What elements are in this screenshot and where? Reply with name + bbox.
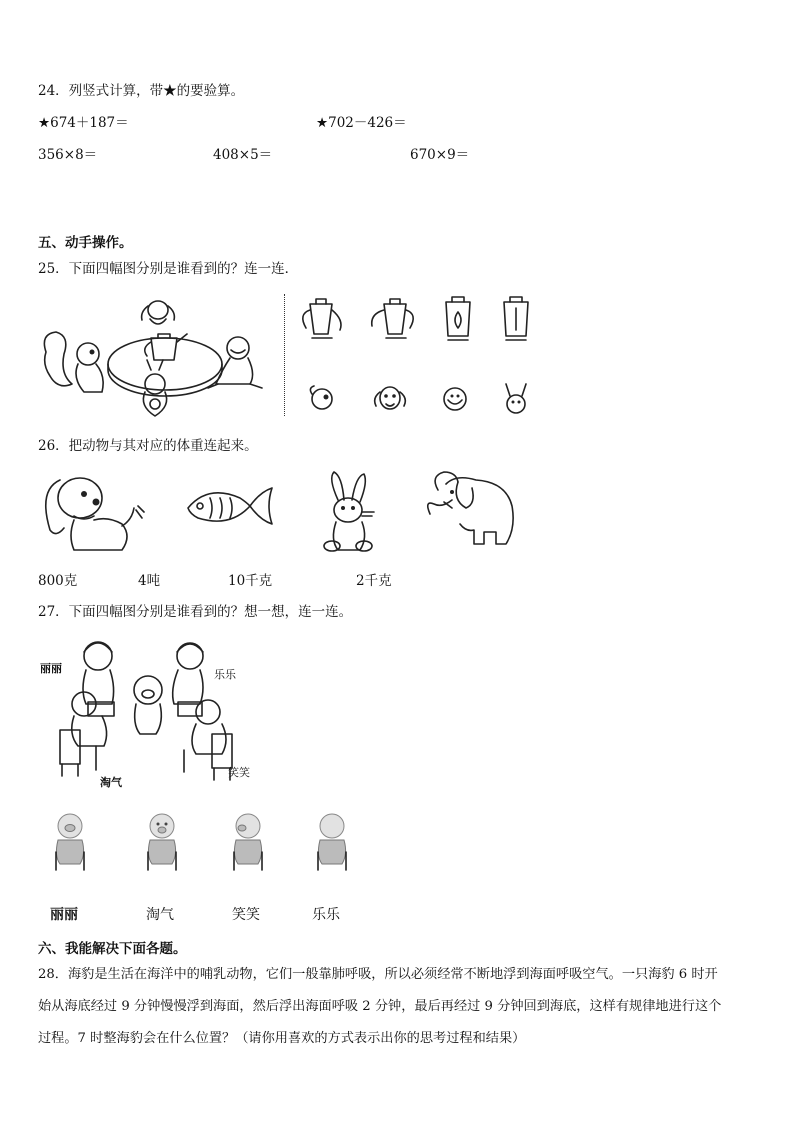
q28-line-3: 过程。7 时整海豹会在什么位置？（请你用喜欢的方式表示出你的思考过程和结果） [38, 1031, 526, 1046]
q25-squirrel-head-icon [306, 384, 336, 418]
q24-item-3: 356×8＝ [38, 147, 98, 163]
q25-dog-head-icon [372, 382, 408, 420]
q26-rabbit-figure [316, 470, 380, 560]
q26-weight-2: 4吨 [138, 573, 161, 589]
q27-scene-figure [40, 634, 260, 794]
q24-item-2: ★702－426＝ [316, 115, 407, 131]
q28-line-2: 始从海底经过 9 分钟慢慢浮到海面，然后浮出海面呼吸 2 分钟，最后再经过 9 分钟回到海底，这样有规律地进行这个 [38, 999, 722, 1014]
q25-rabbit-head-icon [500, 382, 532, 420]
q25-view-teapot-2 [366, 294, 420, 348]
q27-view-label-2: 淘气 [146, 907, 174, 923]
q24-item-5: 670×9＝ [410, 147, 470, 163]
q27-view-label-3: 笑笑 [232, 907, 260, 923]
q25-divider [284, 294, 287, 416]
q25-table-scene [38, 292, 270, 422]
q27-title: 27．下面四幅图分别是谁看到的？想一想，连一连。 [38, 604, 353, 620]
q27-scene-name-xiaoxiao: 笑笑 [228, 766, 250, 779]
q26-title: 26．把动物与其对应的体重连起来。 [38, 438, 258, 454]
q25-title: 25．下面四幅图分别是谁看到的？连一连． [38, 261, 299, 277]
q27-view-3-figure [228, 812, 268, 876]
q24-item-1: ★674＋187＝ [38, 115, 129, 131]
q27-view-label-1: 丽丽 [50, 907, 78, 923]
q25-view-teapot-4 [496, 294, 536, 348]
q25-view-teapot-1 [296, 294, 350, 348]
q27-view-label-4: 乐乐 [312, 907, 340, 923]
q24-title: 24．列竖式计算，带★的要验算。 [38, 83, 245, 99]
q26-fish-figure [184, 484, 274, 534]
q26-dog-figure [40, 470, 146, 558]
q25-view-teapot-3 [438, 294, 478, 348]
q27-scene-name-taoqi: 淘气 [100, 776, 122, 789]
q26-weight-1: 800克 [38, 573, 78, 589]
q27-scene-name-lili: 丽丽 [40, 662, 62, 675]
q27-view-2-figure [142, 812, 182, 876]
q25-monkey-head-icon [440, 384, 470, 418]
q26-weight-4: 2千克 [356, 573, 392, 589]
q27-view-1-figure [50, 812, 90, 876]
q26-weight-3: 10千克 [228, 573, 273, 589]
q27-view-4-figure [312, 812, 352, 876]
section5-title: 五、动手操作。 [38, 235, 133, 251]
section6-title: 六、我能解决下面各题。 [38, 941, 187, 957]
q27-scene-name-lele: 乐乐 [214, 668, 236, 681]
q26-elephant-figure [424, 470, 518, 556]
q28-line-1: 28．海豹是生活在海洋中的哺乳动物，它们一般靠肺呼吸，所以必须经常不断地浮到海面呼吸空气。一只海豹 6 时开 [38, 967, 718, 982]
q24-item-4: 408×5＝ [213, 147, 273, 163]
